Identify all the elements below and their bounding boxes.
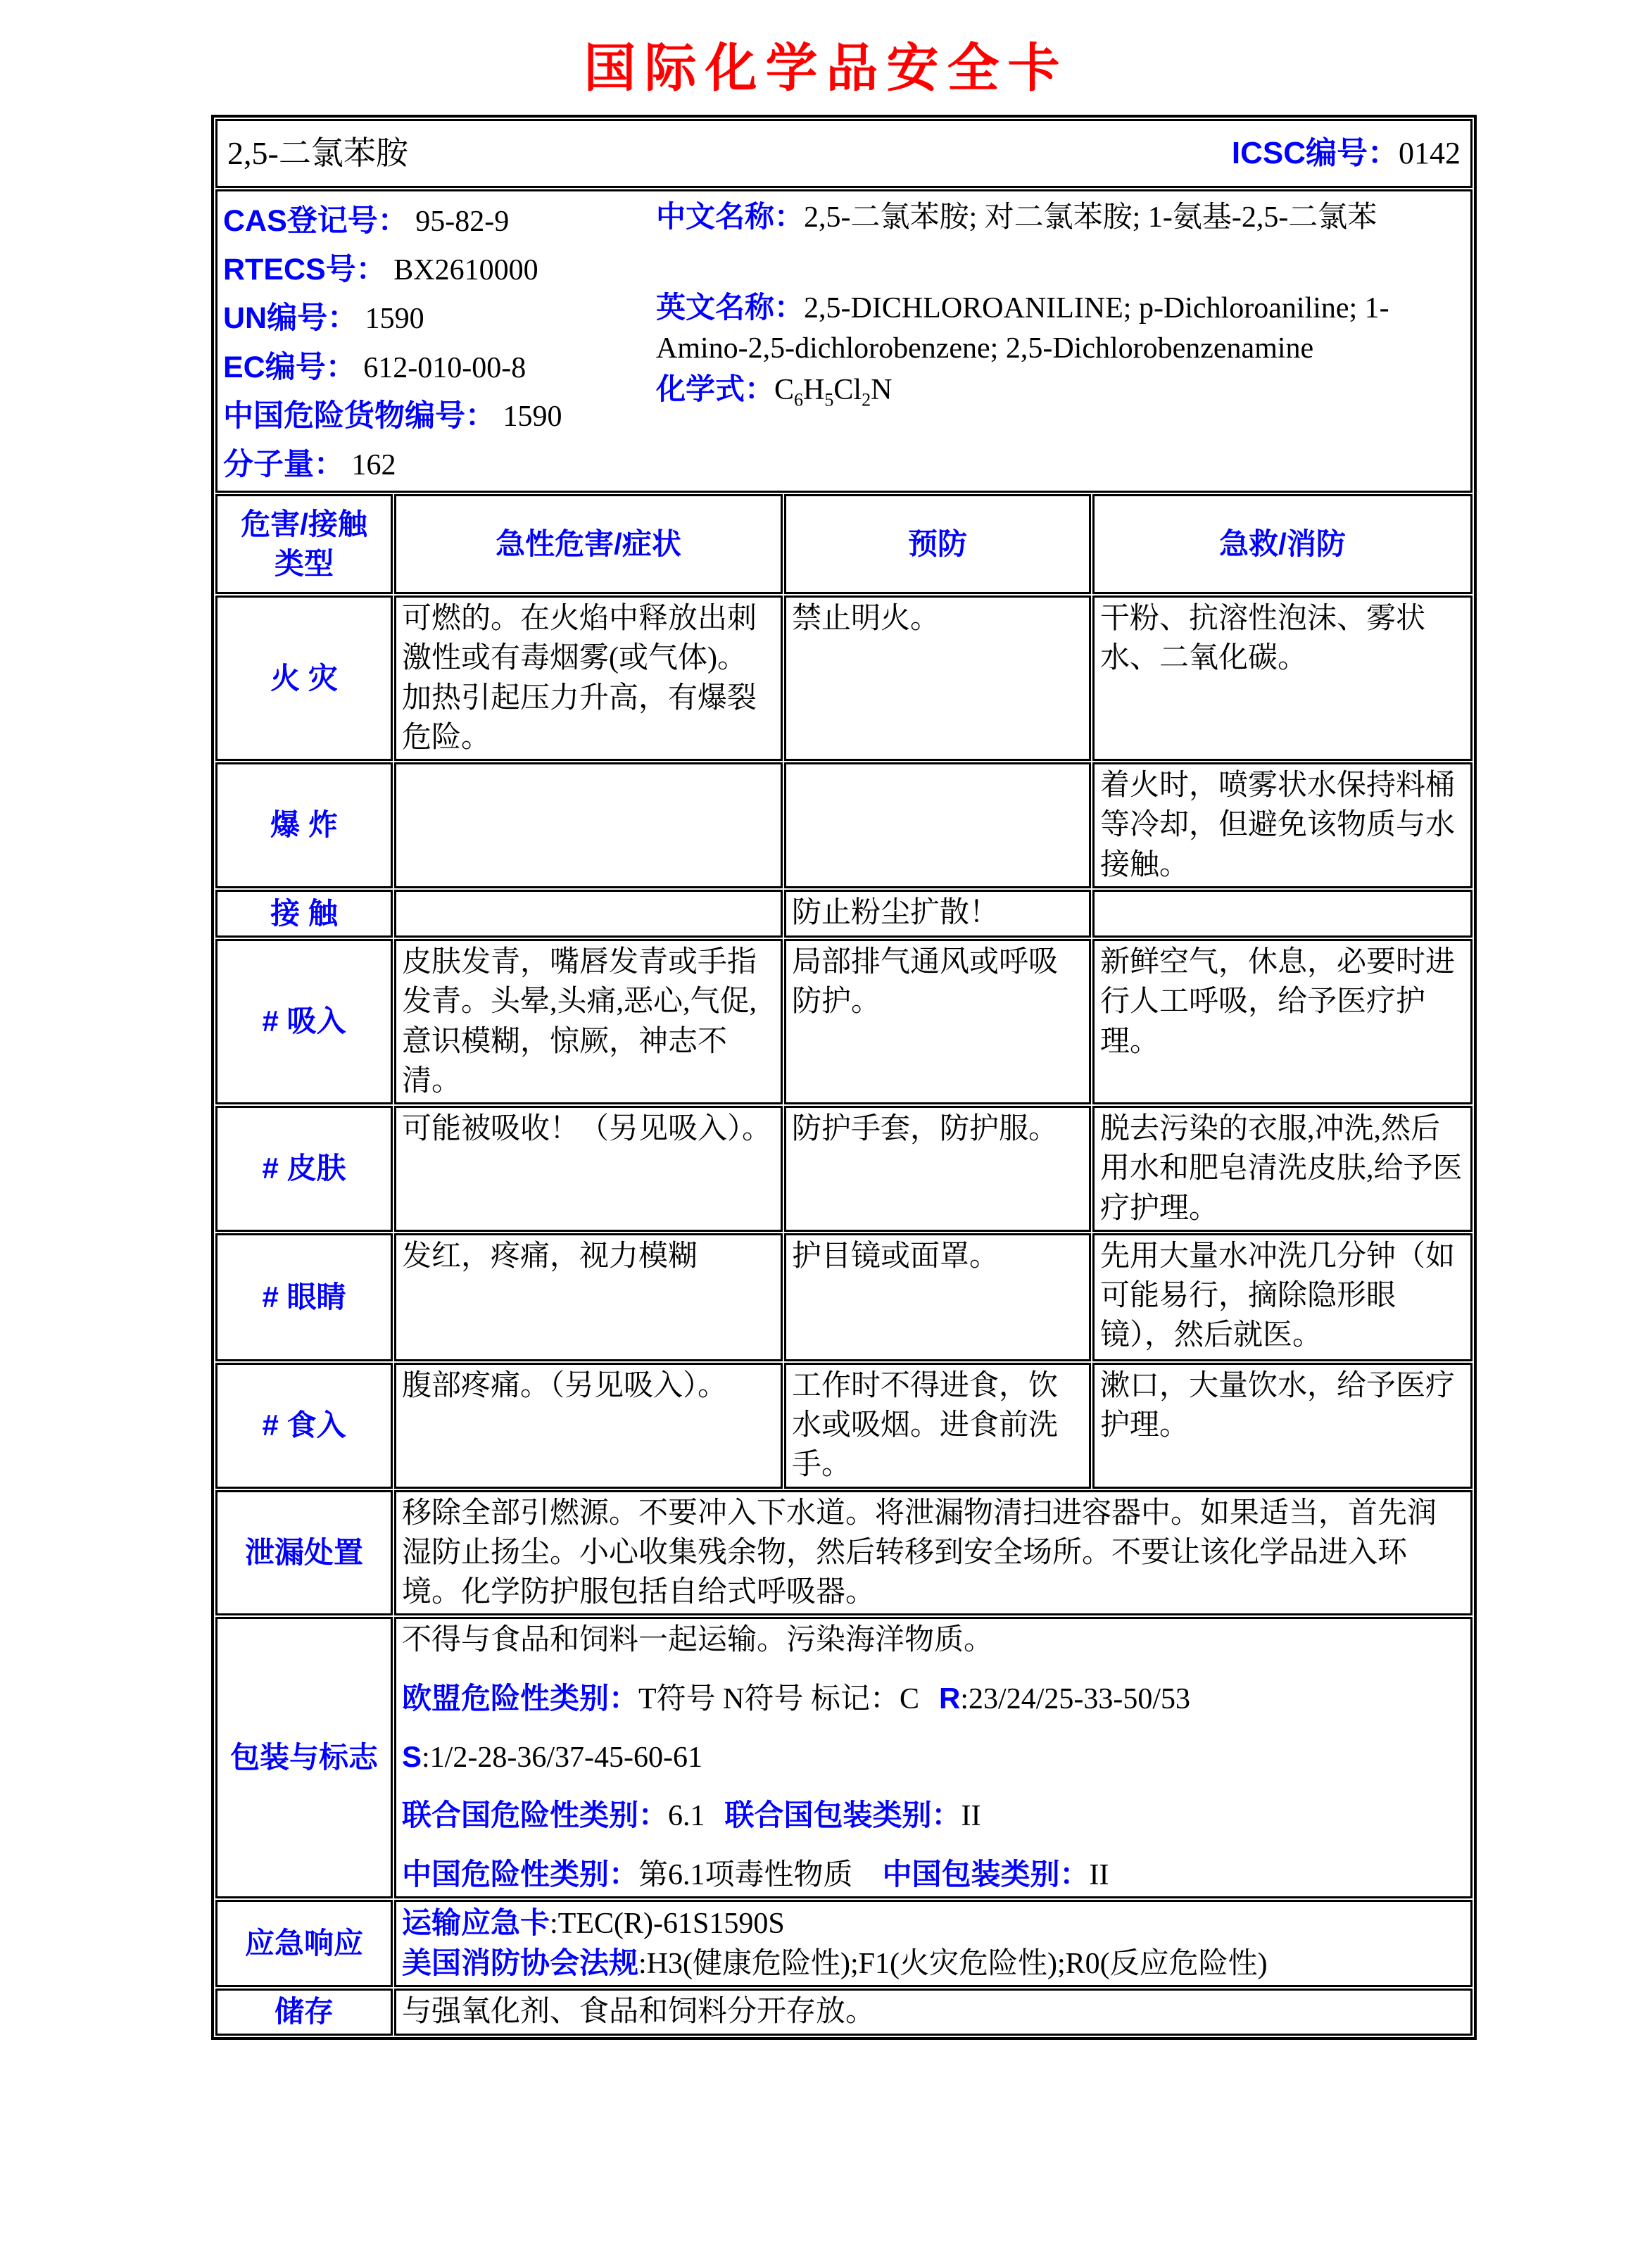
en-name-label: 英文名称： bbox=[656, 291, 805, 324]
icsc-field bbox=[1232, 133, 1461, 175]
hazard-row-skin bbox=[215, 1106, 1473, 1232]
un-pack-value: II bbox=[961, 1800, 981, 1833]
chemical-header-cell bbox=[215, 119, 1473, 188]
prevention-cell: 防止粉尘扩散！ bbox=[784, 890, 1091, 938]
hazard-type-header-line1: 危害/接触 bbox=[241, 507, 367, 541]
firstaid-cell: 脱去污染的衣服,冲洗,然后用水和肥皂清洗皮肤,给予医疗护理。 bbox=[1092, 1106, 1473, 1232]
cn-pack-label: 中国包装类别： bbox=[882, 1857, 1090, 1891]
hazard-type-header-line2: 类型 bbox=[274, 547, 334, 581]
en-name-line bbox=[656, 288, 1465, 368]
cn-name-value: 2,5-二氯苯胺; 对二氯苯胺; 1-氨基-2,5-二氯苯 bbox=[804, 201, 1377, 234]
symptoms-cell: 皮肤发青，嘴唇发青或手指发青。头晕,头痛,恶心,气促,意识模糊，惊厥，神志不清。 bbox=[394, 939, 783, 1104]
s-phrases-label: S bbox=[402, 1739, 422, 1773]
emergency-label: 应急响应 bbox=[215, 1900, 393, 1988]
hazard-row-eyes bbox=[215, 1233, 1473, 1361]
symptoms-cell: 可燃的。在火焰中释放出刺激性或有毒烟雾(或气体)。加热引起压力升高，有爆裂危险。 bbox=[394, 595, 783, 761]
packaging-eu-line bbox=[402, 1679, 1465, 1719]
prevention-cell: 工作时不得进食，饮水或吸烟。进食前洗手。 bbox=[784, 1363, 1091, 1489]
packaging-content bbox=[394, 1617, 1473, 1898]
mw-label: 分子量： bbox=[223, 447, 344, 481]
identifiers-cell bbox=[215, 189, 1473, 493]
ec-value: 612-010-00-8 bbox=[363, 351, 527, 384]
icsc-label: ICSC编号： bbox=[1231, 135, 1399, 170]
packaging-s-line bbox=[402, 1737, 1465, 1777]
nfpa-label: 美国消防协会法规 bbox=[402, 1946, 639, 1980]
symptoms-cell bbox=[394, 890, 783, 938]
s-phrases-value: :1/2-28-36/37-45-60-61 bbox=[422, 1741, 702, 1774]
hazard-row-fire bbox=[215, 595, 1473, 761]
firstaid-cell: 先用大量水冲洗几分钟（如可能易行，摘除隐形眼镜），然后就医。 bbox=[1092, 1233, 1473, 1361]
emergency-tec-line bbox=[402, 1903, 1465, 1943]
hazard-row-contact bbox=[215, 890, 1473, 938]
cn-class-value: 第6.1项毒性物质 bbox=[638, 1858, 853, 1891]
spill-label: 泄漏处置 bbox=[215, 1490, 393, 1616]
names-block bbox=[656, 193, 1465, 489]
eu-class-label: 欧盟危险性类别： bbox=[402, 1681, 639, 1715]
emergency-row bbox=[215, 1900, 1473, 1988]
cn-dg-label: 中国危险货物编号： bbox=[223, 398, 496, 433]
hazard-header-row bbox=[215, 494, 1473, 594]
un-value: 1590 bbox=[365, 303, 424, 336]
symptoms-cell: 可能被吸收！（另见吸入）。 bbox=[394, 1106, 783, 1232]
identifiers-row bbox=[215, 189, 1473, 493]
identifier-item-mw bbox=[223, 441, 656, 489]
icsc-number: 0142 bbox=[1399, 135, 1461, 170]
symptoms-header: 急性危害/症状 bbox=[394, 494, 783, 594]
r-phrases-label: R bbox=[939, 1681, 961, 1715]
en-name-value: 2,5-DICHLOROANILINE; p-Dichloroaniline; 1-Amino-2,5-dichlorobenzene; 2,5-Dichlorobenzenamine bbox=[656, 292, 1389, 365]
prevention-cell: 局部排气通风或呼吸防护。 bbox=[784, 939, 1091, 1104]
firstaid-cell: 干粉、抗溶性泡沫、雾状水、二氧化碳。 bbox=[1092, 595, 1473, 761]
hazard-row-explosion bbox=[215, 762, 1473, 888]
ec-label: EC编号： bbox=[223, 350, 356, 384]
cn-dg-value: 1590 bbox=[503, 400, 562, 433]
identifier-item-ec bbox=[223, 344, 656, 392]
emergency-nfpa-line bbox=[402, 1943, 1465, 1984]
prevention-cell bbox=[784, 762, 1091, 888]
firstaid-header: 急救/消防 bbox=[1092, 494, 1473, 594]
hazard-row-ingestion bbox=[215, 1363, 1473, 1489]
hazard-label-ingestion: # 食入 bbox=[215, 1363, 393, 1489]
cas-value: 95-82-9 bbox=[415, 206, 510, 238]
identifier-item-cn-dg bbox=[223, 392, 656, 441]
packaging-row bbox=[215, 1617, 1473, 1898]
firstaid-cell bbox=[1092, 890, 1473, 938]
eu-class-value: T符号 N符号 标记：C bbox=[638, 1682, 920, 1715]
symptoms-cell bbox=[394, 762, 783, 888]
identifier-item-rtecs bbox=[223, 246, 656, 294]
un-label: UN编号： bbox=[223, 301, 358, 336]
prevention-cell: 护目镜或面罩。 bbox=[784, 1233, 1091, 1361]
firstaid-cell: 着火时，喷雾状水保持料桶等冷却，但避免该物质与水接触。 bbox=[1092, 762, 1473, 888]
hazard-row-inhalation bbox=[215, 939, 1473, 1104]
hazard-label-explosion: 爆 炸 bbox=[215, 762, 393, 888]
symptoms-cell: 腹部疼痛。（另见吸入）。 bbox=[394, 1363, 783, 1489]
hazard-label-inhalation: # 吸入 bbox=[215, 939, 393, 1104]
tec-value: :TEC(R)-61S1590S bbox=[550, 1907, 785, 1940]
storage-content: 与强氧化剂、食品和饲料分开存放。 bbox=[394, 1989, 1473, 2035]
formula-label: 化学式： bbox=[656, 372, 775, 405]
formula-line bbox=[656, 370, 1465, 412]
packaging-cn-line bbox=[402, 1855, 1465, 1895]
hazard-label-eyes: # 眼睛 bbox=[215, 1233, 393, 1361]
spill-row bbox=[215, 1490, 1473, 1616]
firstaid-cell: 新鲜空气，休息，必要时进行人工呼吸，给予医疗护理。 bbox=[1092, 939, 1473, 1104]
spill-content: 移除全部引燃源。不要冲入下水道。将泄漏物清扫进容器中。如果适当，首先润湿防止扬尘。小心收集残余物，然后转移到安全场所。不要让该化学品进入环境。化学防护服包括自给式呼吸器。 bbox=[394, 1490, 1473, 1616]
identifier-item-cas bbox=[223, 197, 656, 246]
cn-class-label: 中国危险性类别： bbox=[402, 1857, 639, 1891]
rtecs-label: RTECS号： bbox=[223, 253, 386, 287]
un-class-label: 联合国危险性类别： bbox=[402, 1798, 669, 1832]
hazard-label-contact: 接 触 bbox=[215, 890, 393, 938]
packaging-transport-note: 不得与食品和饲料一起运输。污染海洋物质。 bbox=[402, 1624, 994, 1657]
un-class-value: 6.1 bbox=[668, 1800, 705, 1833]
emergency-content bbox=[394, 1900, 1473, 1988]
identifier-item-un bbox=[223, 294, 656, 343]
symptoms-cell: 发红，疼痛，视力模糊 bbox=[394, 1233, 783, 1361]
formula-value: $C_6H_5Cl_2N$ bbox=[774, 373, 893, 410]
storage-label: 储存 bbox=[215, 1989, 393, 2035]
packaging-un-line bbox=[402, 1796, 1465, 1836]
r-phrases-value: :23/24/25-33-50/53 bbox=[960, 1682, 1191, 1715]
prevention-cell: 禁止明火。 bbox=[784, 595, 1091, 761]
storage-row bbox=[215, 1989, 1473, 2035]
tec-label: 运输应急卡 bbox=[402, 1905, 550, 1939]
page-title: 国际化学品安全卡 bbox=[584, 39, 1068, 97]
cn-name-label: 中文名称： bbox=[656, 200, 805, 233]
mw-value: 162 bbox=[351, 448, 396, 481]
cn-pack-value: II bbox=[1089, 1858, 1109, 1891]
hazard-type-header bbox=[215, 494, 393, 594]
rtecs-value: BX2610000 bbox=[393, 254, 538, 287]
packaging-label: 包装与标志 bbox=[215, 1617, 393, 1898]
identifier-list bbox=[223, 193, 656, 489]
cn-name-line bbox=[656, 197, 1465, 237]
firstaid-cell: 漱口，大量饮水，给予医疗护理。 bbox=[1092, 1363, 1473, 1489]
nfpa-value: :H3(健康危险性);F1(火灾危险性);R0(反应危险性) bbox=[638, 1948, 1268, 1981]
prevention-header: 预防 bbox=[784, 494, 1091, 594]
prevention-cell: 防护手套，防护服。 bbox=[784, 1106, 1091, 1232]
chemical-name: 2,5-二氯苯胺 bbox=[227, 135, 408, 172]
un-pack-label: 联合国包装类别： bbox=[724, 1798, 961, 1832]
hazard-label-skin: # 皮肤 bbox=[215, 1106, 393, 1232]
hazard-label-fire: 火 灾 bbox=[215, 595, 393, 761]
chemical-header-row bbox=[215, 119, 1473, 188]
cas-label: CAS登记号： bbox=[223, 204, 408, 238]
safety-card-table bbox=[211, 115, 1477, 2040]
